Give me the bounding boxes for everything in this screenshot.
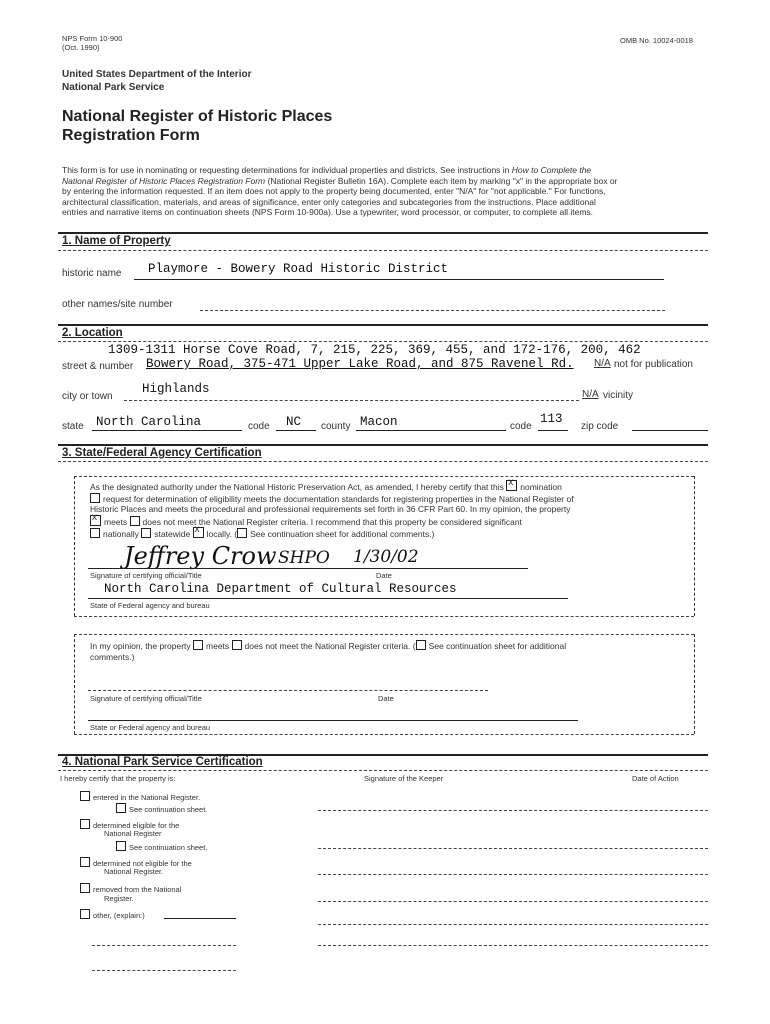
other-checkbox[interactable] (80, 909, 90, 919)
does-not-meet-checkbox[interactable] (130, 516, 140, 526)
section-3-title: 3. State/Federal Agency Certification (62, 447, 262, 459)
zip-label: zip code (581, 421, 619, 432)
instructions: This form is for use in nominating or requesting determinations for individual properties and districts. See instructions in How to Complete the National Register of Historic Places Registration Form (National Register Bulletin 16A). Complete each item by marking "x" in the appropriate box or by entering the information requested. If an item does not apply to the property being documented, enter "N/A" for "not applicable." For functions, architectural classification, materials, and areas of significance, enter only categories and subcategories from the instructions. Place additional entries and narrative items on continuation sheets (NPS Form 10-900a). Use a typewriter, word processor, or computer, to complete all items. (62, 165, 618, 217)
state-code-field[interactable]: NC (286, 415, 302, 429)
street-line-2[interactable]: Bowery Road, 375-471 Upper Lake Road, and 875 Ravenel Rd. (146, 357, 574, 371)
date-label-2: Date (378, 694, 394, 703)
continuation-checkbox-1[interactable] (237, 528, 247, 538)
agency-field[interactable]: North Carolina Department of Cultural Resources (104, 582, 457, 596)
option-removed: removed from the National (80, 883, 181, 894)
county-label: county (321, 421, 351, 432)
not-eligible-checkbox[interactable] (80, 857, 90, 867)
keeper-label: Signature of the Keeper (364, 774, 444, 783)
agency-label: State of Federal agency and bureau (90, 601, 210, 610)
form-title: National Register of Historic Places (62, 108, 333, 125)
city-label: city or town (62, 391, 113, 402)
opinion-meets-checkbox[interactable] (193, 640, 203, 650)
entered-checkbox[interactable] (80, 791, 90, 801)
handwritten-shpo: SHPO (278, 548, 330, 568)
handwritten-date: 1/30/02 (353, 547, 419, 567)
handwritten-signature: Jeffrey Crow (124, 542, 277, 570)
statewide-checkbox[interactable] (141, 528, 151, 538)
section-4-title: 4. National Park Service Certification (62, 756, 263, 768)
opinion-text: In my opinion, the property meets does not meet the National Register criteria. ( See continuation sheet for additional comments.) (90, 641, 567, 662)
signature-label-2: Signature of certifying official/Title (90, 694, 202, 703)
request-checkbox[interactable] (90, 493, 100, 503)
meets-checkbox[interactable] (90, 515, 101, 526)
eligible-continuation-checkbox[interactable] (116, 841, 126, 851)
other-names-label: other names/site number (62, 299, 173, 310)
locally-checkbox[interactable] (193, 527, 204, 538)
option-eligible: determined eligible for the (80, 819, 179, 830)
historic-name-field[interactable]: Playmore - Bowery Road Historic District (148, 262, 449, 276)
option-removed-2: Register. (104, 894, 134, 903)
vicinity-label: vicinity (603, 390, 634, 401)
option-eligible-2: National Register (104, 829, 162, 838)
action-date-label: Date of Action (632, 774, 679, 783)
section-1-title: 1. Name of Property (62, 235, 171, 247)
agency-label-2: State or Federal agency and bureau (90, 723, 211, 732)
county-code-field[interactable]: 113 (540, 412, 563, 426)
not-for-publication-label: not for publication (614, 359, 693, 370)
not-for-publication-mark[interactable]: N/A (594, 358, 611, 369)
department: United States Department of the Interior (62, 69, 252, 80)
removed-checkbox[interactable] (80, 883, 90, 893)
vicinity-mark[interactable]: N/A (582, 389, 599, 400)
county-field[interactable]: Macon (360, 415, 398, 429)
form-date: (Oct. 1990) (62, 43, 100, 52)
certification-text: As the designated authority under the National Historic Preservation Act, as amended, I hereby certify that this x nomination request for determination of eligibility meets the documentation standards for registering properties in the National Register of Historic Places and meets the procedural and professional requirements set forth in 36 CFR Part 60. In my opinion, the property xmeets does not meet the National Register criteria. I recommend that this property be considered significant nationally statewide x locally. ( See continuation sheet for additional comments.) (90, 480, 690, 540)
continuation-checkbox-2[interactable] (416, 640, 426, 650)
option-eligible-continuation: See continuation sheet. (116, 841, 207, 852)
certify-label: I hereby certify that the property is: (60, 774, 176, 783)
option-not-eligible-2: National Register. (104, 867, 164, 876)
state-field[interactable]: North Carolina (96, 415, 202, 429)
option-entered-continuation: See continuation sheet. (116, 803, 207, 814)
street-label: street & number (62, 361, 134, 372)
form-subtitle: Registration Form (62, 127, 200, 144)
opinion-does-not-meet-checkbox[interactable] (232, 640, 242, 650)
entered-continuation-checkbox[interactable] (116, 803, 126, 813)
eligible-checkbox[interactable] (80, 819, 90, 829)
nationally-checkbox[interactable] (90, 528, 100, 538)
state-label: state (62, 421, 84, 432)
date-label: Date (376, 571, 392, 580)
county-code-label: code (510, 421, 532, 432)
street-line-1[interactable]: 1309-1311 Horse Cove Road, 7, 215, 225, 369, 455, and 172-176, 200, 462 (108, 343, 641, 357)
state-code-label: code (248, 421, 270, 432)
omb-number: OMB No. 10024-0018 (620, 36, 693, 45)
service: National Park Service (62, 82, 165, 93)
option-other: other, (explain:) (80, 909, 145, 920)
option-not-eligible: determined not eligible for the (80, 857, 192, 868)
form-number: NPS Form 10-900 (62, 34, 123, 43)
historic-name-label: historic name (62, 268, 122, 279)
section-2-title: 2. Location (62, 327, 123, 339)
city-field[interactable]: Highlands (142, 382, 210, 396)
option-entered: entered in the National Register. (80, 791, 200, 802)
signature-label: Signature of certifying official/Title (90, 571, 202, 580)
nomination-checkbox[interactable] (506, 480, 517, 491)
